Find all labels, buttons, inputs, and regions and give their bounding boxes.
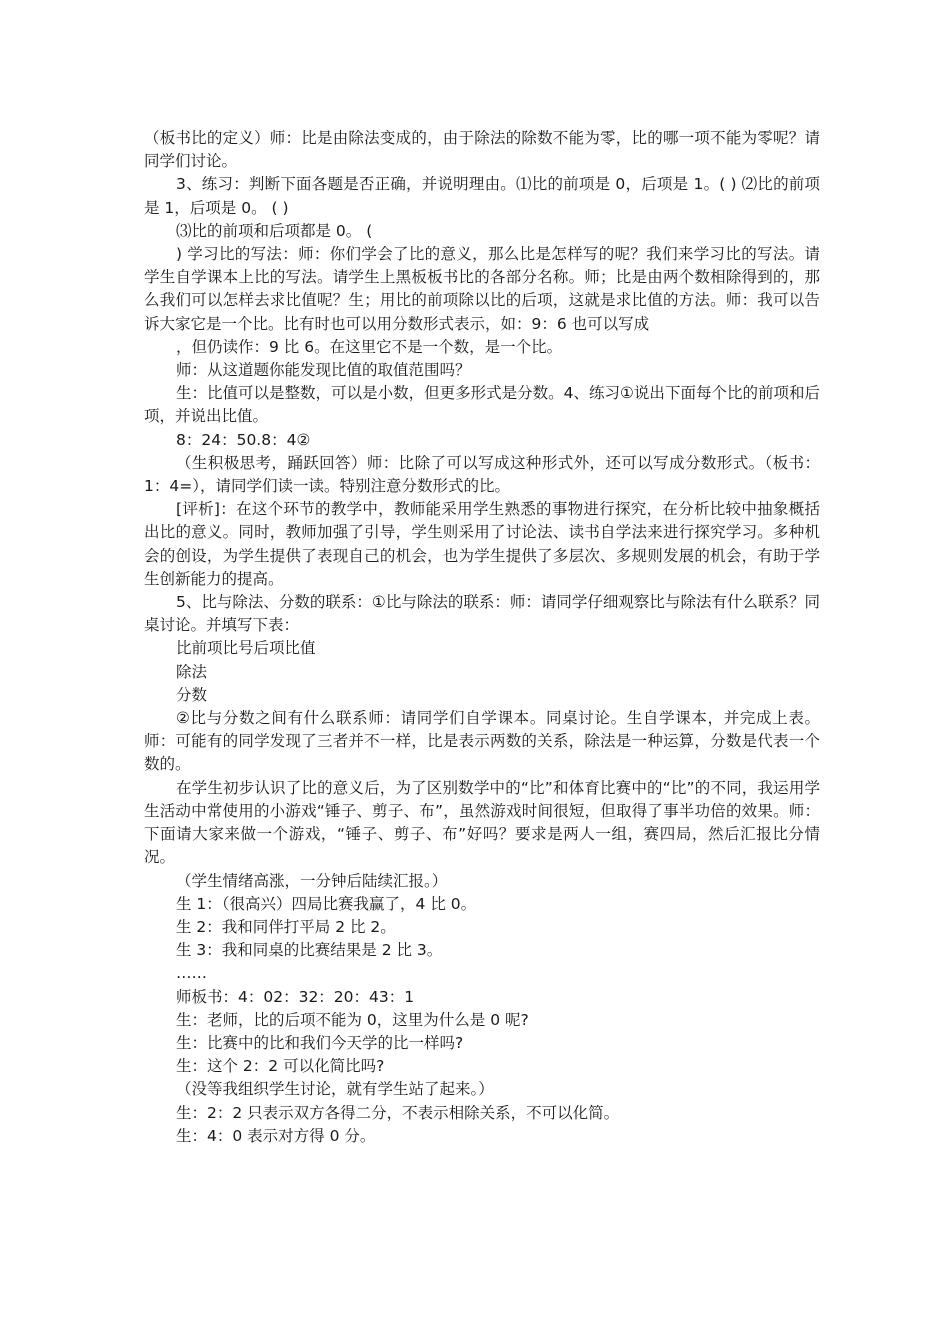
dialogue-line: 生 1：（很高兴）四局比赛我赢了，4 比 0。	[176, 894, 477, 913]
dialogue-line: 生：老师，比的后项不能为 0，这里为什么是 0 呢?	[176, 1010, 529, 1029]
paragraph: （生积极思考，踊跃回答）师：比除了可以写成这种形式外，还可以写成分数形式。（板书：1：4=），请同学们读一读。特别注意分数形式的比。	[144, 453, 820, 496]
paragraph: ，但仍读作：9 比 6。在这里它不是一个数，是一个比。	[176, 337, 563, 356]
paragraph: 3、练习：判断下面各题是否正确，并说明理由。⑴比的前项是 0，后项是 1。( ) ⑵比的前项是 1，后项是 0。 ( )	[144, 175, 820, 217]
paragraph: 5、比与除法、分数的联系：①比与除法的联系：师：请同学仔细观察比与除法有什么联系？同桌讨论。并填写下表：	[144, 593, 820, 635]
paragraph: ) 学习比的写法：师：你们学会了比的意义，那么比是怎样写的呢？我们来学习比的写法。请学生自学课本上比的写法。请学生上黑板板书比的各部分名称。师；比是由两个数相除得到的，那么我们可以怎样去求比值呢？生；用比的前项除以比的后项，这就是求比值的方法。师：我可以告诉大家它是一个比。比有时也可以用分数形式表示，如：9：6 也可以写成	[144, 245, 820, 333]
dialogue-line: 生：这个 2：2 可以化简比吗?	[176, 1057, 385, 1076]
table-row-label: 除法	[176, 662, 208, 681]
dialogue-line: 生 2：我和同伴打平局 2 比 2。	[176, 917, 396, 936]
dialogue-line: 生 3：我和同桌的比赛结果是 2 比 3。	[176, 941, 443, 960]
table-row-label: 分数	[176, 685, 208, 704]
ellipsis-line: ……	[176, 964, 207, 983]
paragraph: ②比与分数之间有什么联系师：请同学们自学课本。同桌讨论。生自学课本，并完成上表。师：可能有的同学发现了三者并不一样，比是表示两数的关系，除法是一种运算，分数是代表一个数的。	[144, 709, 820, 774]
paragraph: 在学生初步认识了比的意义后，为了区别数学中的“比”和体育比赛中的“比”的不同，我运用学生活动中常使用的小游戏“锤子、剪子、布”，虽然游戏时间很短，但取得了事半功倍的效果。师：下面请大家来做一个游戏，“锤子、剪子、布”好吗？要求是两人一组，赛四局，然后汇报比分情况。	[144, 778, 820, 867]
dialogue-line: 生：比赛中的比和我们今天学的比一样吗?	[176, 1033, 464, 1052]
paragraph: ⑶比的前项和后项都是 0。 (	[176, 221, 373, 240]
dialogue-line: 师板书：4：02：32：20：43：1	[176, 987, 415, 1006]
table-header-line: 比前项比号后项比值	[176, 639, 316, 658]
paragraph: （板书比的定义）师：比是由除法变成的，由于除法的除数不能为零，比的哪一项不能为零呢？请同学们讨论。	[144, 129, 820, 171]
paragraph: [评析]：在这个环节的教学中，教师能采用学生熟悉的事物进行探究，在分析比较中抽象概括出比的意义。同时，教师加强了引导，学生则采用了讨论法、读书自学法来进行探究学习。多种机会的创设，为学生提供了表现自己的机会，也为学生提供了多层次、多规则发展的机会，有助于学生创新能力的提高。	[144, 500, 820, 588]
dialogue-line: （没等我组织学生讨论，就有学生站了起来。）	[176, 1080, 494, 1099]
dialogue-line: 生：4：0 表示对方得 0 分。	[176, 1126, 376, 1145]
paragraph: 生：比值可以是整数，可以是小数，但更多形式是分数。4、练习①说出下面每个比的前项和后项，并说出比值。	[144, 384, 820, 426]
paragraph: 8：24：50.8：4②	[176, 430, 311, 449]
document-body	[144, 127, 820, 1148]
paragraph: 师：从这道题你能发现比值的取值范围吗？	[176, 361, 471, 380]
dialogue-line: 生：2：2 只表示双方各得二分，不表示相除关系，不可以化简。	[176, 1103, 620, 1122]
paragraph: （学生情绪高涨，一分钟后陆续汇报。）	[176, 871, 448, 890]
